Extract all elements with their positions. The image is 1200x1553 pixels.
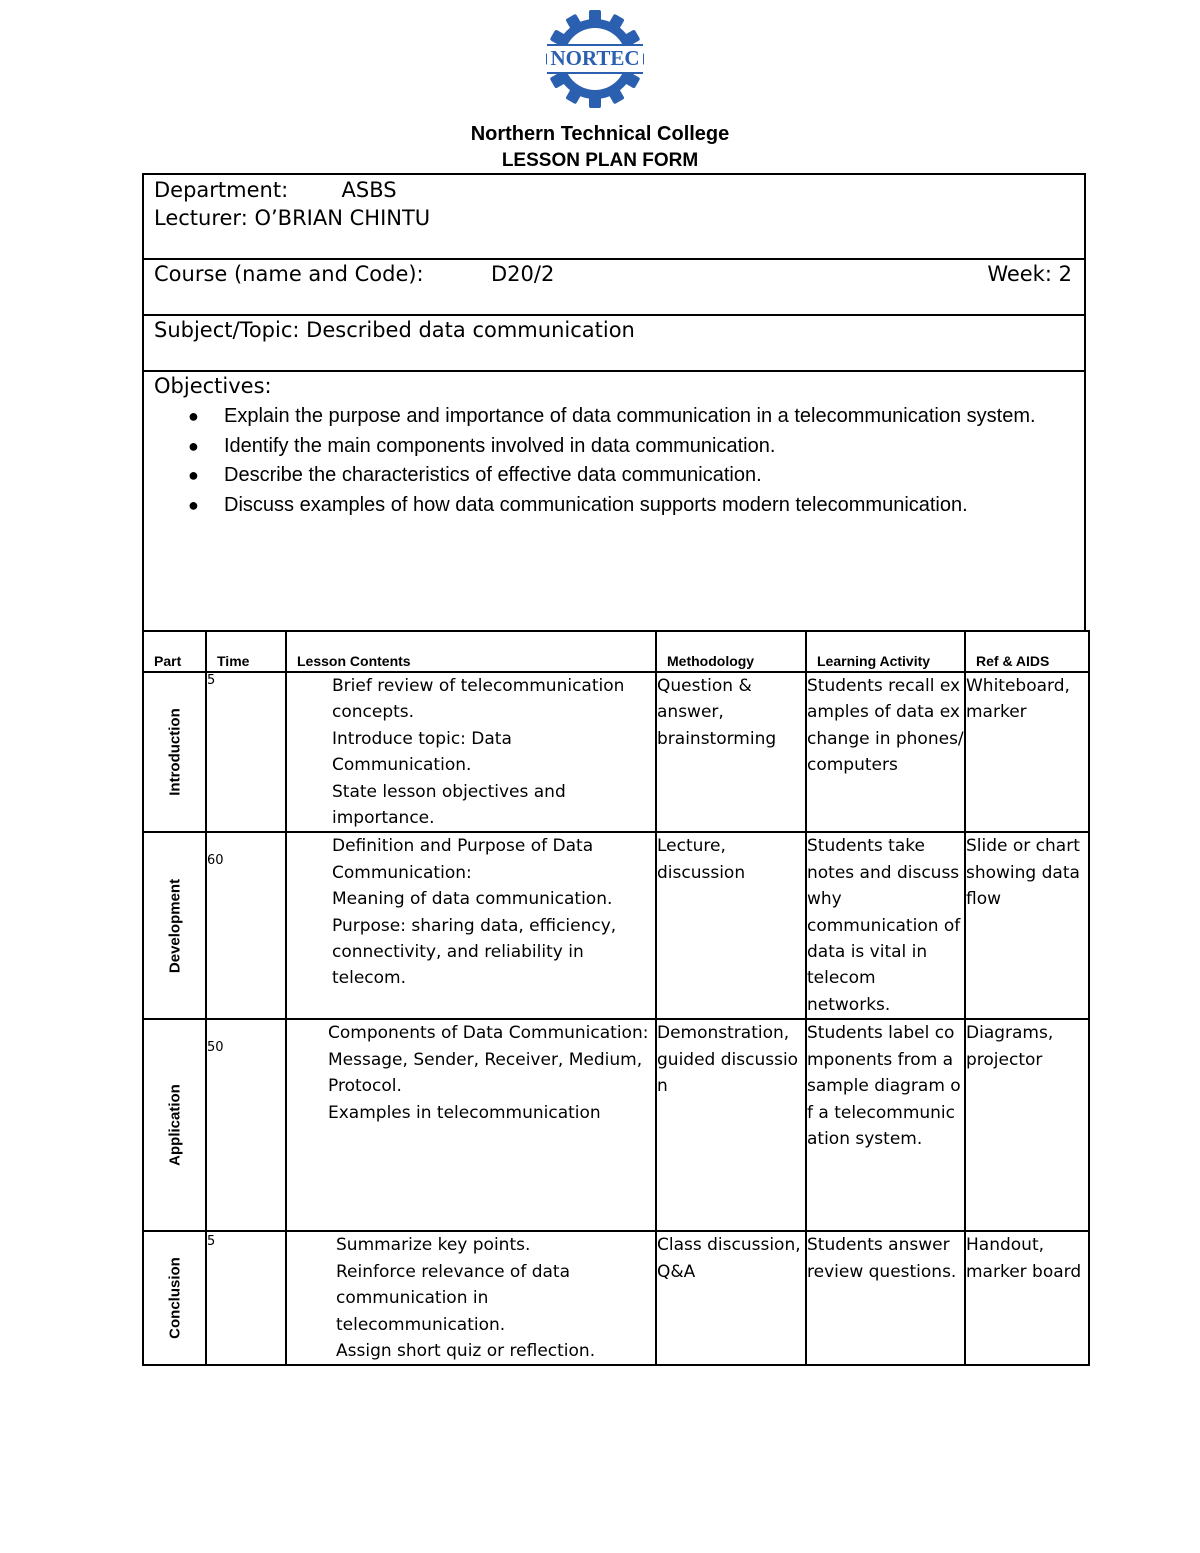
- header-time: Time: [206, 631, 286, 672]
- ref-cell: Diagrams, projector: [965, 1019, 1089, 1231]
- part-cell: Development: [143, 832, 206, 1019]
- contents-cell: Components of Data Communication: Message, Sender, Receiver, Medium, Protocol. Examples in telecommunication: [286, 1019, 656, 1231]
- methodology-cell: Class discussion, Q&A: [656, 1231, 806, 1365]
- course-line: [154, 262, 554, 286]
- methodology-cell: Question & answer, brainstorming: [656, 672, 806, 832]
- college-name: Northern Technical College: [470, 123, 730, 145]
- subject-line: [154, 318, 635, 342]
- objectives-section: [142, 370, 1086, 632]
- course-section: [142, 258, 1086, 316]
- time-cell: 60: [206, 832, 286, 1019]
- bullet-icon: ●: [188, 465, 199, 485]
- contents-cell: Brief review of telecommunication concepts. Introduce topic: Data Communication. State lesson objectives and importance.: [286, 672, 656, 832]
- contents-cell: Definition and Purpose of Data Communication: Meaning of data communication. Purpose: sharing data, efficiency, connectivity, and reliability in telecom.: [286, 832, 656, 1019]
- table-header-row: [143, 631, 1089, 672]
- header-methodology: Methodology: [656, 631, 806, 672]
- week-label: Week:: [987, 262, 1052, 286]
- activity-cell: Students answer review questions.: [806, 1231, 965, 1365]
- department-line: [154, 178, 397, 202]
- bullet-icon: ●: [188, 406, 199, 426]
- ref-cell: Slide or chart showing data flow: [965, 832, 1089, 1019]
- subject-section: [142, 314, 1086, 372]
- bullet-icon: ●: [188, 494, 199, 515]
- table-row: [143, 832, 1089, 1019]
- ref-cell: Handout, marker board: [965, 1231, 1089, 1365]
- objectives-title: Objectives:: [154, 374, 272, 398]
- part-cell: Introduction: [143, 672, 206, 832]
- course-label: Course (name and Code):: [154, 262, 424, 286]
- activity-cell: Students recall examples of data exchange in phones/computers: [806, 672, 965, 832]
- contents-cell: Summarize key points. Reinforce relevance of data communication in telecommunication. Assign short quiz or reflection.: [286, 1231, 656, 1365]
- header-lesson-contents: Lesson Contents: [286, 631, 656, 672]
- header-part: Part: [143, 631, 206, 672]
- header-ref-aids: Ref & AIDS: [965, 631, 1089, 672]
- lecturer-label: Lecturer:: [154, 206, 248, 230]
- department-value: ASBS: [341, 178, 397, 202]
- table-row: [143, 1019, 1089, 1231]
- methodology-cell: Lecture, discussion: [656, 832, 806, 1019]
- bullet-icon: ●: [188, 435, 199, 456]
- objective-item: ● Explain the purpose and importance of data communication in a telecommunication system.: [188, 402, 1068, 432]
- activity-cell: Students label components from a sample diagram of a telecommunication system.: [806, 1019, 965, 1231]
- table-row: [143, 1231, 1089, 1365]
- lecturer-value: O’BRIAN CHINTU: [254, 206, 431, 230]
- time-cell: 50: [206, 1019, 286, 1231]
- subject-label: Subject/Topic:: [154, 318, 300, 342]
- methodology-cell: Demonstration, guided discussion: [656, 1019, 806, 1231]
- objective-item: ● Describe the characteristics of effective data communication.: [188, 461, 1068, 491]
- objectives-list: [188, 402, 1068, 520]
- header-learning-activity: Learning Activity: [806, 631, 965, 672]
- part-cell: Application: [143, 1019, 206, 1231]
- table-row: [143, 672, 1089, 832]
- time-cell: 5: [206, 1231, 286, 1365]
- lecturer-line: [154, 206, 430, 230]
- part-cell: Conclusion: [143, 1231, 206, 1365]
- objective-item: ● Discuss examples of how data communication supports modern telecommunication.: [188, 491, 1068, 521]
- objective-item: ● Identify the main components involved in data communication.: [188, 432, 1068, 462]
- week-line: [987, 262, 1072, 286]
- subject-value: Described data communication: [306, 318, 635, 342]
- lesson-plan-table: [142, 630, 1090, 1366]
- department-label: Department:: [154, 178, 289, 202]
- time-cell: 5: [206, 672, 286, 832]
- activity-cell: Students take notes and discuss why communication of data is vital in telecom networks.: [806, 832, 965, 1019]
- ref-cell: Whiteboard, marker: [965, 672, 1089, 832]
- department-section: [142, 173, 1086, 259]
- nortec-logo: [544, 8, 646, 110]
- logo-text: NORTEC: [550, 46, 640, 70]
- form-title: LESSON PLAN FORM: [501, 150, 699, 171]
- week-value: 2: [1058, 262, 1072, 286]
- course-value: D20/2: [491, 262, 555, 286]
